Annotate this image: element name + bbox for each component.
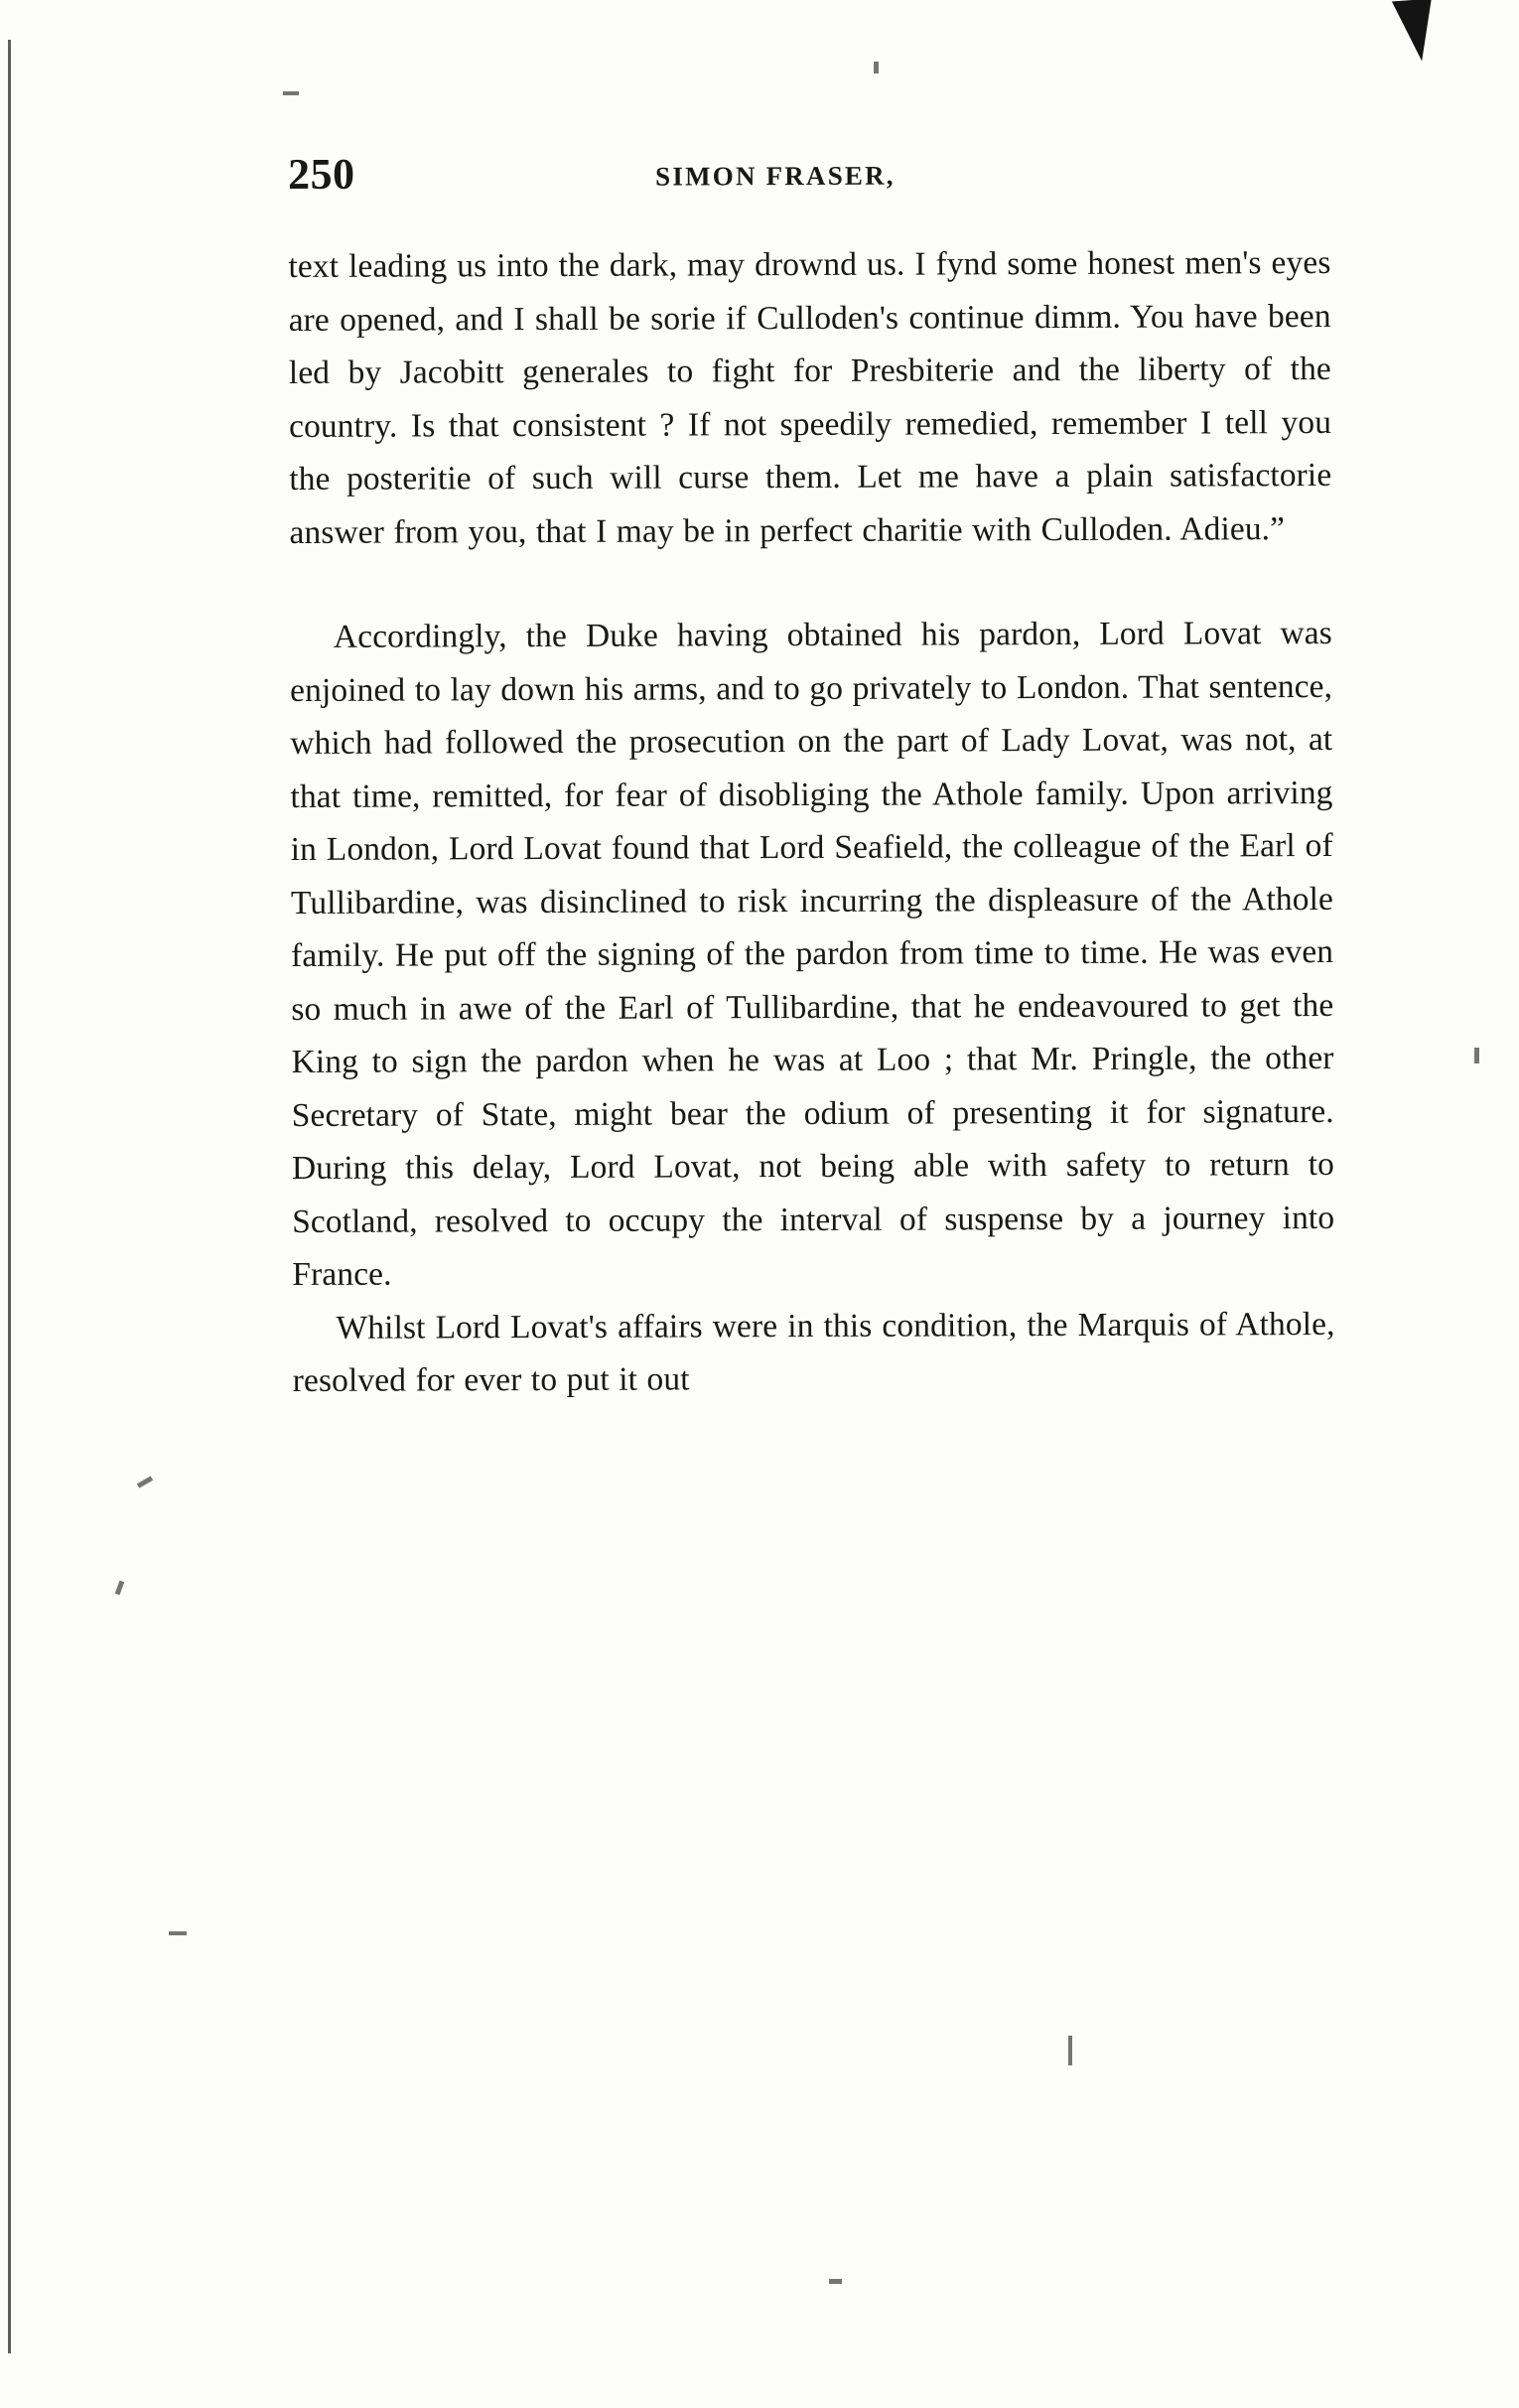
paragraph-letter-close: text leading us into the dark, may drownd us. I fynd some honest men's eyes are opened, and I shall be sorie if Culloden's continue dimm. You have been led by Jacobitt generales to fight for Presbiterie and the liberty of the country. Is that consistent ? If not speedily remedied, remember I tell you the posteritie of such will curse them. Let me have a plain satisfactorie answer from you, that I may be in perfect charitie with Culloden. Adieu.” — [288, 243, 1332, 551]
page-speck — [137, 1476, 153, 1487]
page-speck — [115, 1581, 124, 1596]
page-speck — [283, 91, 299, 95]
page-gutter-edge — [8, 40, 11, 2353]
page-speck — [169, 1931, 187, 1935]
running-head — [288, 145, 1330, 211]
body-text — [288, 236, 1335, 1408]
paragraph-whilst: Whilst Lord Lovat's affairs were in this condition, the Marquis of Athole, resolved for ever to put it out — [292, 1305, 1335, 1399]
running-head-title: SIMON FRASER, — [655, 160, 896, 192]
paragraph-accordingly: Accordingly, the Duke having obtained his pardon, Lord Lovat was enjoined to lay down his arms, and to go privately to London. That sentence, which had followed the prosecution on the part of Lady Lovat, was not, at that time, remitted, for fear of disobliging the Athole family. Upon arriving in London, Lord Lovat found that Lord Seafield, the colleague of the Earl of Tullibardine, was disinclined to risk incurring the displeasure of the Athole family. He put off the signing of the pardon from time to time. He was even so much in awe of the Earl of Tullibardine, that he endeavoured to get the King to sign the pardon when he was at Loo ; that Mr. Pringle, the other Secretary of State, might bear the odium of presenting it for signature. During this delay, Lord Lovat, not being able with safety to return to Scotland, resolved to occupy the interval of suspense by a journey into France. — [290, 614, 1335, 1293]
scan-corner-mark-icon — [1392, 0, 1436, 63]
page-speck — [1474, 1048, 1479, 1063]
page-speck — [874, 62, 879, 73]
page-content — [288, 145, 1335, 1408]
page-speck — [829, 2279, 842, 2284]
page-speck — [1068, 2036, 1072, 2065]
page-number: 250 — [288, 149, 355, 199]
